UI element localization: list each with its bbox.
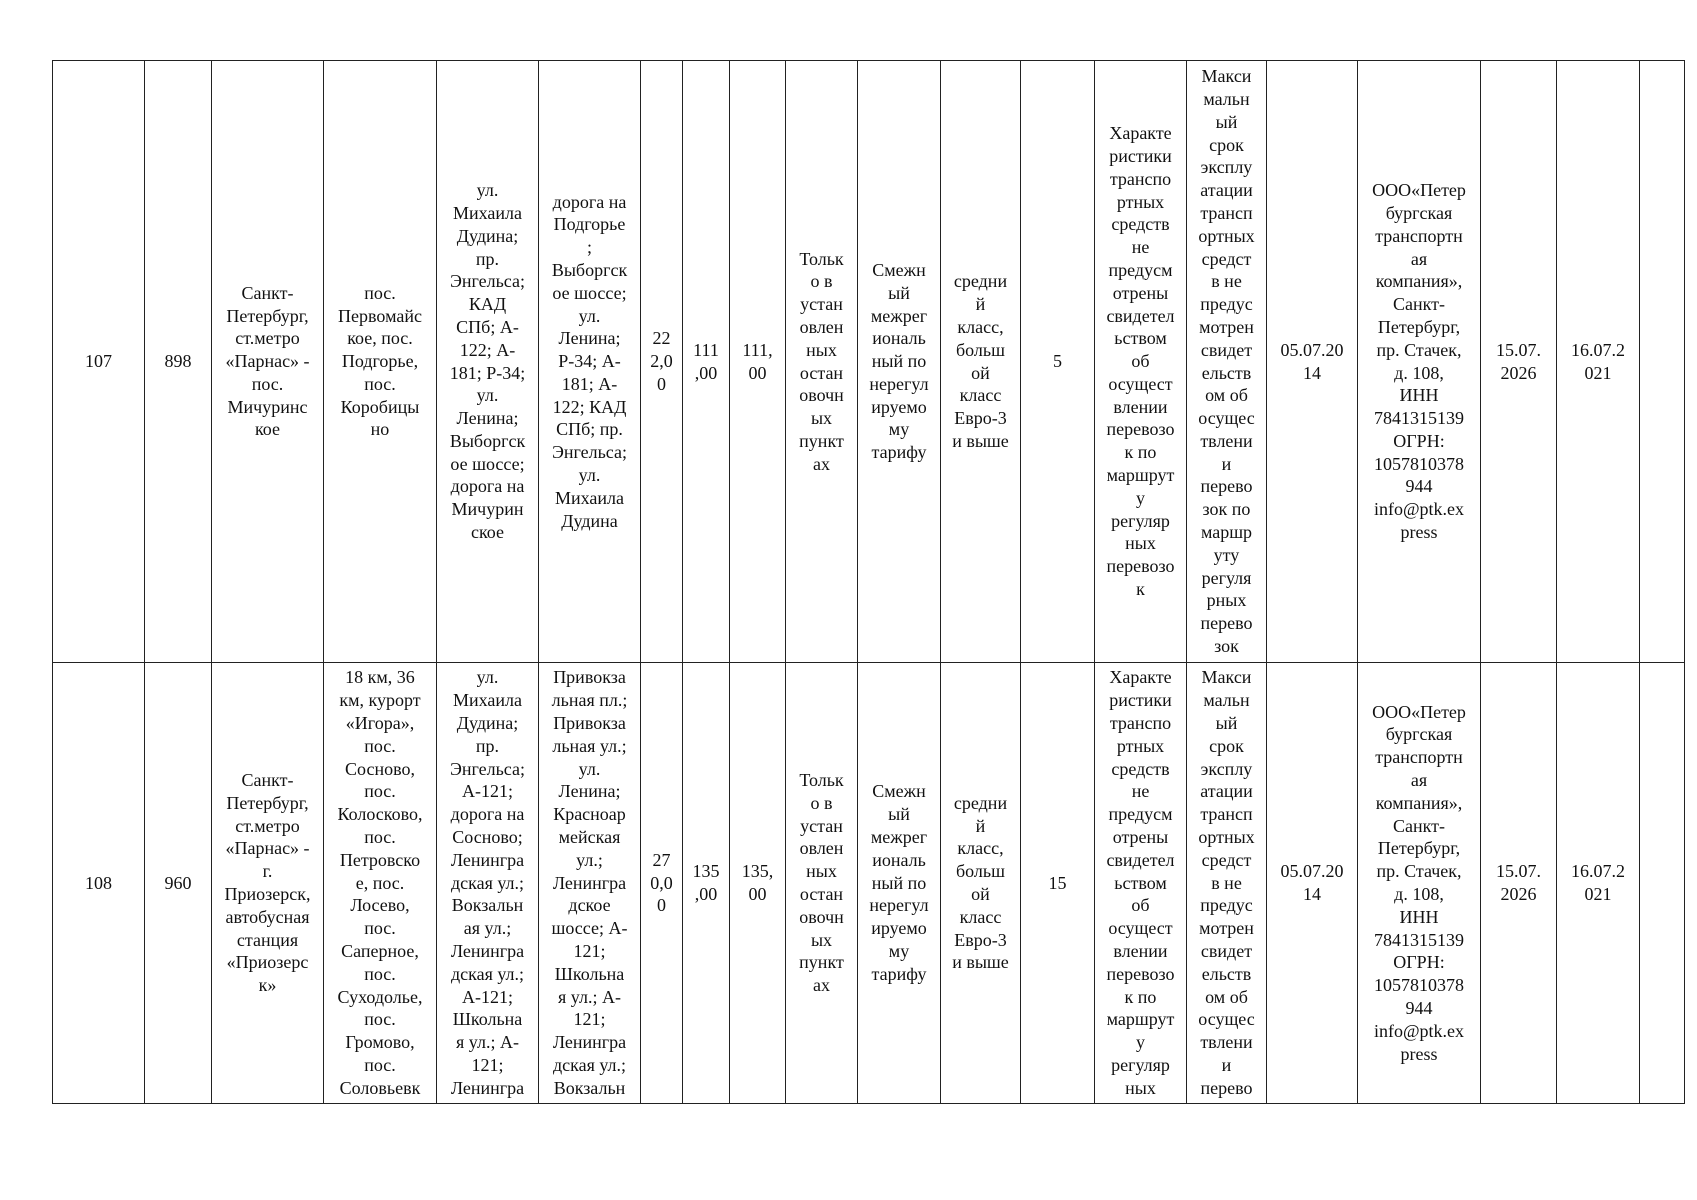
boarding-procedure: Тольк о в устан овлен ных остан овочн ых пункт ах bbox=[786, 663, 858, 1104]
table-row bbox=[53, 61, 1685, 663]
intermediate-stops: 18 км, 36 км, курорт «Игора», пос. Сосново, пос. Колосково, пос. Петровско е, пос. Лосево, пос. Саперное, пос. Суходолье, пос. Громово, пос. Соловьевк bbox=[324, 663, 437, 1104]
streets-backward: дорога на Подгорье ; Выборгск ое шоссе; ул. Ленина; Р-34; А- 181; А- 122; КАД СПб; пр. Энгельса; ул. Михаила Дудина bbox=[539, 61, 641, 663]
vehicle-characteristics: Характе ристики транспо ртных средств не предусм отрены свидетел ьством об осущест влении перевозо к по маршрут у регуляр ных bbox=[1095, 663, 1187, 1104]
route-number: 960 bbox=[145, 663, 212, 1104]
row-number: 108 bbox=[53, 663, 145, 1104]
vehicle-count: 15 bbox=[1021, 663, 1095, 1104]
streets-backward: Привокза льная пл.; Привокза льная ул.; ул. Ленина; Красноар мейская ул.; Ленингра дское шоссе; А- 121; Школьна я ул.; А- 121; Ленингра дская ул.; Вокзальн bbox=[539, 663, 641, 1104]
carrier-info: ООО«Петер бургская транспортн ая компания», Санкт- Петербург, пр. Стачек, д. 108, ИНН 7841315139 ОГРН: 1057810378 944 info@ptk.ex press bbox=[1358, 663, 1481, 1104]
route-type: Смежн ый межрег иональ ный по нерегул ируемо му тарифу bbox=[858, 61, 941, 663]
carrier-info: ООО«Петер бургская транспортн ая компания», Санкт- Петербург, пр. Стачек, д. 108, ИНН 7841315139 ОГРН: 1057810378 944 info@ptk.ex press bbox=[1358, 61, 1481, 663]
routes-registry-table bbox=[52, 60, 1685, 1104]
length-forward: 135 ,00 bbox=[683, 663, 730, 1104]
intermediate-stops: пос. Первомайс кое, пос. Подгорье, пос. Коробицы но bbox=[324, 61, 437, 663]
length-backward: 111, 00 bbox=[730, 61, 786, 663]
vehicle-count: 5 bbox=[1021, 61, 1095, 663]
route-name: Санкт- Петербург, ст.метро «Парнас» - пос. Мичуринс кое bbox=[212, 61, 324, 663]
length-forward: 111 ,00 bbox=[683, 61, 730, 663]
vehicle-class: средни й класс, больш ой класс Евро-3 и выше bbox=[941, 663, 1021, 1104]
issue-date: 16.07.2 021 bbox=[1557, 61, 1640, 663]
route-length: 22 2,0 0 bbox=[641, 61, 683, 663]
start-date: 05.07.20 14 bbox=[1267, 61, 1358, 663]
max-service-life: Макси мальн ый срок эксплу атации трансп ортных средст в не предус мотрен свидет ельств ом об осущес твлени и перево зок по маршр уту регуля рных перево зок bbox=[1187, 61, 1267, 663]
start-date: 05.07.20 14 bbox=[1267, 663, 1358, 1104]
route-type: Смежн ый межрег иональ ный по нерегул ируемо му тарифу bbox=[858, 663, 941, 1104]
table-row bbox=[53, 663, 1685, 1104]
streets-forward: ул. Михаила Дудина; пр. Энгельса; КАД СПб; А- 122; А- 181; Р-34; ул. Ленина; Выборгск ое шоссе; дорога на Мичурин ское bbox=[437, 61, 539, 663]
streets-forward: ул. Михаила Дудина; пр. Энгельса; А-121; дорога на Сосново; Ленингра дская ул.; Вокзальн ая ул.; Ленингра дская ул.; А-121; Школьна я ул.; А- 121; Ленингра bbox=[437, 663, 539, 1104]
valid-until: 15.07. 2026 bbox=[1481, 663, 1557, 1104]
extra-cell bbox=[1640, 663, 1685, 1104]
boarding-procedure: Тольк о в устан овлен ных остан овочн ых пункт ах bbox=[786, 61, 858, 663]
route-number: 898 bbox=[145, 61, 212, 663]
route-length: 27 0,0 0 bbox=[641, 663, 683, 1104]
route-name: Санкт- Петербург, ст.метро «Парнас» - г. Приозерск, автобусная станция «Приозерс к» bbox=[212, 663, 324, 1104]
extra-cell bbox=[1640, 61, 1685, 663]
max-service-life: Макси мальн ый срок эксплу атации трансп ортных средст в не предус мотрен свидет ельств ом об осущес твлени и перево bbox=[1187, 663, 1267, 1104]
vehicle-characteristics: Характе ристики транспо ртных средств не предусм отрены свидетел ьством об осущест влении перевозо к по маршрут у регуляр ных перевозо к bbox=[1095, 61, 1187, 663]
row-number: 107 bbox=[53, 61, 145, 663]
issue-date: 16.07.2 021 bbox=[1557, 663, 1640, 1104]
vehicle-class: средни й класс, больш ой класс Евро-3 и выше bbox=[941, 61, 1021, 663]
valid-until: 15.07. 2026 bbox=[1481, 61, 1557, 663]
length-backward: 135, 00 bbox=[730, 663, 786, 1104]
